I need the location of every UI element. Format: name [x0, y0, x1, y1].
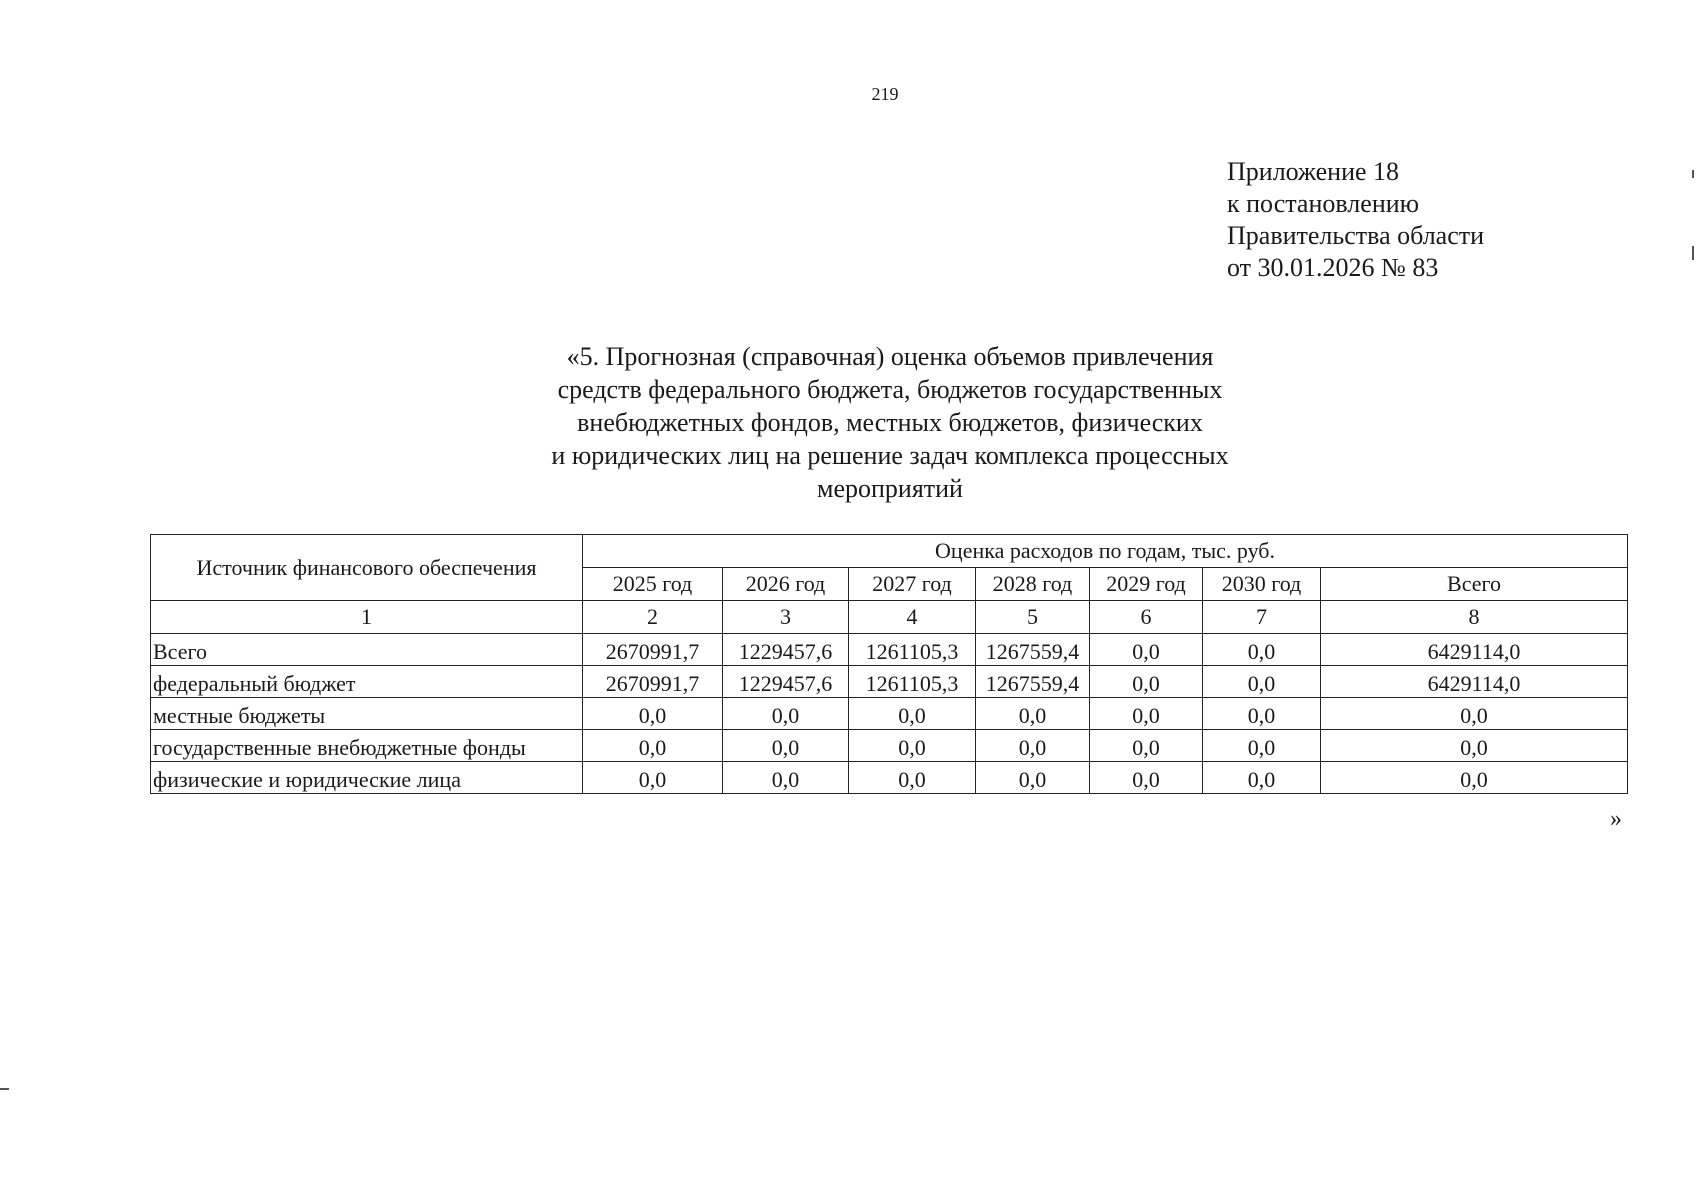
- value-cell: 0,0: [583, 730, 723, 762]
- value-cell: 0,0: [1090, 698, 1203, 730]
- source-cell: государственные внебюджетные фонды: [151, 730, 583, 762]
- column-number: 8: [1321, 601, 1628, 634]
- value-cell: 0,0: [849, 762, 976, 794]
- total-cell: 6429114,0: [1321, 634, 1628, 666]
- value-cell: 1261105,3: [849, 666, 976, 698]
- value-cell: 2670991,7: [583, 666, 723, 698]
- year-header: 2025 год: [583, 568, 723, 601]
- year-header: 2027 год: [849, 568, 976, 601]
- appendix-line: Приложение 18: [1227, 157, 1400, 186]
- value-cell: 0,0: [849, 730, 976, 762]
- column-number: 1: [151, 601, 583, 634]
- estimate-header: Оценка расходов по годам, тыс. руб.: [583, 535, 1628, 568]
- year-header: 2029 год: [1090, 568, 1203, 601]
- scan-margin-mark: [0, 1088, 9, 1090]
- total-cell: 0,0: [1321, 698, 1628, 730]
- value-cell: 0,0: [1203, 666, 1321, 698]
- document-title: [440, 340, 1340, 505]
- value-cell: 0,0: [1090, 730, 1203, 762]
- source-header: Источник финансового обеспечения: [151, 535, 583, 601]
- source-cell: федеральный бюджет: [151, 666, 583, 698]
- column-number: 7: [1203, 601, 1321, 634]
- value-cell: 1229457,6: [723, 666, 849, 698]
- title-line: и юридических лиц на решение задач комплекса процессных: [551, 441, 1229, 470]
- title-line: мероприятий: [817, 474, 963, 503]
- scan-margin-mark: [1692, 170, 1694, 178]
- table-row: [151, 698, 1628, 730]
- value-cell: 0,0: [976, 730, 1090, 762]
- value-cell: 0,0: [1090, 634, 1203, 666]
- title-line: внебюджетных фондов, местных бюджетов, физических: [577, 408, 1203, 437]
- table-row: [151, 634, 1628, 666]
- value-cell: 0,0: [976, 762, 1090, 794]
- value-cell: 0,0: [1203, 698, 1321, 730]
- column-number: 5: [976, 601, 1090, 634]
- table-row: [151, 762, 1628, 794]
- year-header: 2026 год: [723, 568, 849, 601]
- value-cell: 0,0: [1090, 762, 1203, 794]
- value-cell: 0,0: [723, 698, 849, 730]
- table-row: [151, 666, 1628, 698]
- value-cell: 1267559,4: [976, 634, 1090, 666]
- total-cell: 0,0: [1321, 730, 1628, 762]
- table-row: [151, 730, 1628, 762]
- column-number: 2: [583, 601, 723, 634]
- appendix-line: от 30.01.2026 № 83: [1227, 253, 1439, 282]
- value-cell: 2670991,7: [583, 634, 723, 666]
- title-line: «5. Прогнозная (справочная) оценка объемов привлечения: [566, 342, 1214, 371]
- appendix-line: Правительства области: [1227, 221, 1485, 250]
- value-cell: 0,0: [583, 698, 723, 730]
- closing-quote: »: [1610, 806, 1622, 832]
- column-number: 4: [849, 601, 976, 634]
- source-cell: местные бюджеты: [151, 698, 583, 730]
- year-header: 2028 год: [976, 568, 1090, 601]
- value-cell: 1267559,4: [976, 666, 1090, 698]
- value-cell: 0,0: [849, 698, 976, 730]
- header-row: [151, 535, 1628, 568]
- value-cell: 0,0: [976, 698, 1090, 730]
- value-cell: 0,0: [723, 762, 849, 794]
- value-cell: 0,0: [1203, 762, 1321, 794]
- column-number: 6: [1090, 601, 1203, 634]
- value-cell: 1261105,3: [849, 634, 976, 666]
- total-cell: 0,0: [1321, 762, 1628, 794]
- value-cell: 0,0: [1203, 634, 1321, 666]
- year-header: 2030 год: [1203, 568, 1321, 601]
- total-cell: 6429114,0: [1321, 666, 1628, 698]
- appendix-block: [1227, 156, 1484, 284]
- column-number: 3: [723, 601, 849, 634]
- source-cell: Всего: [151, 634, 583, 666]
- total-header: Всего: [1321, 568, 1628, 601]
- value-cell: 0,0: [1090, 666, 1203, 698]
- financing-table: [150, 534, 1628, 794]
- source-cell: физические и юридические лица: [151, 762, 583, 794]
- scan-margin-mark: [1692, 246, 1694, 260]
- page-number: 219: [871, 84, 899, 104]
- appendix-line: к постановлению: [1227, 189, 1420, 218]
- title-line: средств федерального бюджета, бюджетов государственных: [557, 375, 1223, 404]
- value-cell: 1229457,6: [723, 634, 849, 666]
- value-cell: 0,0: [583, 762, 723, 794]
- column-number-row: [151, 601, 1628, 634]
- value-cell: 0,0: [723, 730, 849, 762]
- value-cell: 0,0: [1203, 730, 1321, 762]
